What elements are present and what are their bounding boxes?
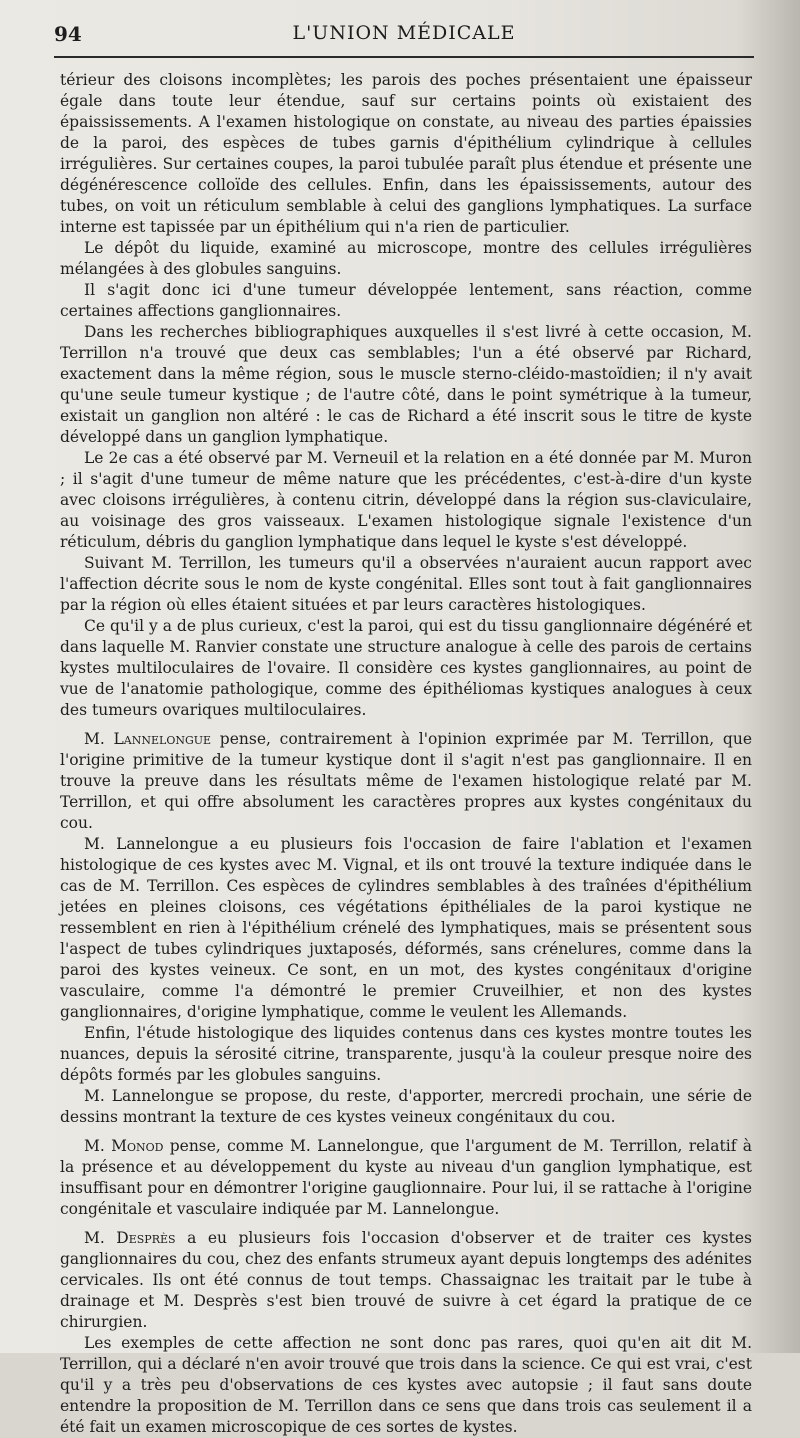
running-title: L'UNION MÉDICALE <box>292 22 516 44</box>
paragraph: Il s'agit donc ici d'une tumeur développée lentement, sans réaction, comme certaines affections ganglionnaires. <box>60 281 752 320</box>
paragraph-despres <box>60 1228 752 1333</box>
paragraph-monod <box>60 1136 752 1220</box>
paragraph: térieur des cloisons incomplètes; les parois des poches présentaient une épaisseur égale dans toute leur étendue, sauf sur certains points où existaient des épaississements. A l'examen histologique on constate, au niveau des parties épaissies de la paroi, des espèces de tubes garnis d'épithélium cylindrique à cellules irrégulières. Sur certaines coupes, la paroi tubulée paraît plus étendue et présente une dégénérescence colloïde des cellules. Enfin, dans les épaississements, autour des tubes, on voit un réticulum semblable à celui des ganglions lymphatiques. La surface interne est tapissée par un épithélium qui n'a rien de particulier. <box>60 71 752 236</box>
paragraph: M. Lannelongue se propose, du reste, d'apporter, mercredi prochain, une série de dessins montrant la texture de ces kystes veineux congénitaux du cou. <box>60 1087 752 1126</box>
header-rule <box>54 56 754 58</box>
page-number: 94 <box>54 22 82 46</box>
paragraph: Le dépôt du liquide, examiné au microscope, montre des cellules irrégulières mélangées à des globules sanguins. <box>60 239 752 278</box>
speaker-name: M. Desprès <box>84 1229 176 1247</box>
paragraph: Suivant M. Terrillon, les tumeurs qu'il a observées n'auraient aucun rapport avec l'affection décrite sous le nom de kyste congénital. Elles sont tout à fait ganglionnaires par la région où elles étaient situées et par leurs caractères histologiques. <box>60 554 752 614</box>
paragraph-text: pense, contrairement à l'opinion exprimée par M. Terrillon, que l'origine primitive de la tumeur kystique dont il s'agit n'est pas ganglionnaire. Il en trouve la preuve dans les résultats même de l'examen histologique relaté par M. Terrillon, et qui offre absolument les caractères propres aux kystes congénitaux du cou. <box>60 730 753 832</box>
paragraph: Dans les recherches bibliographiques auxquelles il s'est livré à cette occasion, M. Terrillon n'a trouvé que deux cas semblables; l'un a été observé par Richard, exactement dans la même région, sous le muscle sterno-cléido-mastoïdien; il n'y avait qu'une seule tumeur kystique ; de l'autre côté, dans le point symétrique à la tumeur, existait un ganglion non altéré : le cas de Richard a été inscrit sous le titre de kyste développé dans un ganglion lymphatique. <box>60 323 752 446</box>
body-text <box>60 70 752 1438</box>
paragraph-lannelongue <box>60 729 752 834</box>
speaker-name: M. Monod <box>84 1137 164 1155</box>
paragraph: M. Lannelongue a eu plusieurs fois l'occasion de faire l'ablation et l'examen histologique de ces kystes avec M. Vignal, et ils ont trouvé la texture indiquée dans le cas de M. Terrillon. Ces espèces de cylindres semblables à des traînées d'épithélium jetées en pleines cloisons, ces végétations épithéliales de la paroi kystique ne ressemblent en rien à l'épithélium crénelé des lymphatiques, mais se présentent sous l'aspect de tubes cylindriques juxtaposés, déformés, sans crénelures, comme dans la paroi des kystes veineux. Ce sont, en un mot, des kystes congénitaux d'origine vasculaire, comme l'a démontré le premier Cruveilhier, et non des kystes ganglionnaires, d'origine lymphatique, comme le veulent les Allemands. <box>60 835 752 1021</box>
speaker-name: M. Lannelongue <box>84 730 212 748</box>
paragraph: Le 2e cas a été observé par M. Verneuil et la relation en a été donnée par M. Muron ; il s'agit d'une tumeur de même nature que les précédentes, c'est-à-dire d'un kyste avec cloisons irrégulières, à contenu citrin, développé dans la région sus-claviculaire, au voisinage des gros vaisseaux. L'examen histologique signale l'existence d'un réticulum, débris du ganglion lymphatique dans lequel le kyste s'est développé. <box>60 449 752 551</box>
paragraph-text: pense, comme M. Lannelongue, que l'argument de M. Terrillon, relatif à la présence et au développement du kyste au niveau d'un ganglion lymphatique, est insuffisant pour en démontrer l'origine gauglionnaire. Pour lui, il se rattache à l'origine congénitale et vasculaire indiquée par M. Lannelongue. <box>60 1137 752 1218</box>
page-header <box>54 20 754 50</box>
paragraph: Les exemples de cette affection ne sont donc pas rares, quoi qu'en ait dit M. Terrillon, qui a déclaré n'en avoir trouvé que trois dans la science. Ce qui est vrai, c'est qu'il y a très peu d'observations de ces kystes avec autopsie ; il faut sans doute entendre la proposition de M. Terrillon dans ce sens que dans trois cas seulement il a été fait un examen microscopique de ces sortes de kystes. <box>60 1334 752 1436</box>
paragraph-text: a eu plusieurs fois l'occasion d'observer et de traiter ces kystes ganglionnaires du cou, chez des enfants strumeux ayant depuis longtemps des adénites cervicales. Ils ont été connus de tout temps. Chassaignac les traitait par le tube à drainage et M. Desprès s'est bien trouvé de suivre à cet égard la pratique de ce chirurgien. <box>60 1229 752 1331</box>
paragraph: Enfin, l'étude histologique des liquides contenus dans ces kystes montre toutes les nuances, depuis la sérosité citrine, transparente, jusqu'à la couleur presque noire des dépôts formés par les globules sanguins. <box>60 1024 752 1084</box>
paragraph: Ce qu'il y a de plus curieux, c'est la paroi, qui est du tissu ganglionnaire dégénéré et dans laquelle M. Ranvier constate une structure analogue à celle des parois de certains kystes multiloculaires de l'ovaire. Il considère ces kystes ganglionnaires, au point de vue de l'anatomie pathologique, comme des épithéliomas kystiques analogues à ceux des tumeurs ovariques multiloculaires. <box>60 617 752 719</box>
